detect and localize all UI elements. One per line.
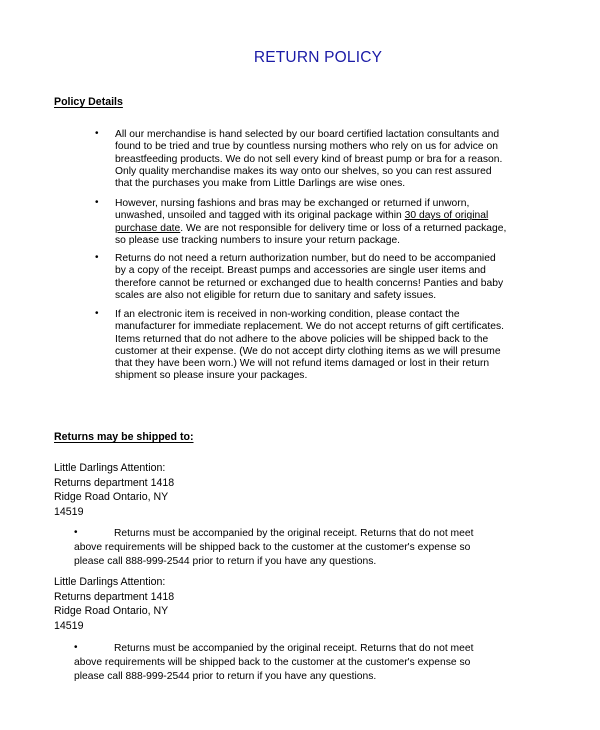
bullet-marker: •: [95, 308, 99, 319]
bullet-marker: •: [74, 527, 78, 538]
bullet-marker: •: [95, 197, 99, 208]
text-line: manufacturer for immediate replacement. We do not accept returns of gift certificates.: [115, 321, 504, 333]
text-line: please call 888-999-2544 prior to return if you have any questions.: [74, 671, 377, 682]
policy-item-merchandise: [115, 129, 555, 190]
bullet-marker: •: [95, 128, 99, 139]
policy-item-electronics: [115, 309, 555, 383]
address-line: Little Darlings Attention:: [54, 462, 166, 474]
address-line: Returns department 1418: [54, 476, 175, 489]
text-line: If an electronic item is received in non-working condition, please contact the: [115, 309, 460, 320]
policy-item-exchanges: [115, 198, 555, 247]
text-line: Returns must be accompanied by the original receipt. Returns that do not meet: [114, 528, 474, 539]
address-line: Little Darlings Attention:: [54, 576, 166, 588]
bullet-marker: •: [95, 252, 99, 263]
shipping-heading: Returns may be shipped to:: [54, 431, 194, 443]
return-window-text: 30 days of original: [404, 210, 489, 222]
return-address: [54, 575, 174, 633]
text-line: Only quality merchandise makes its way onto our shelves, so you can rest assured: [115, 165, 492, 177]
text-line: Returns do not need a return authorization number, but do need to be accompanied: [115, 253, 496, 264]
text-line: therefore cannot be returned or exchanged due to health concerns! Panties and baby: [115, 277, 504, 289]
text-line: customer at their expense. (We do not accept dirty clothing items as we will presume: [115, 345, 501, 357]
receipt-note: [74, 527, 544, 569]
text-line: above requirements will be shipped back to the customer at the customer's expense so: [74, 542, 471, 553]
text-segment: unwashed, unsoiled and tagged with its original package within: [115, 210, 405, 222]
text-line: so please use tracking numbers to insure your return package.: [115, 234, 401, 246]
text-segment: . We are not responsible for delivery time or loss of a returned package,: [180, 222, 507, 234]
return-window-text: purchase date: [115, 222, 181, 234]
text-line: by a copy of the receipt. Breast pumps and accessories are single user items and: [115, 265, 486, 277]
text-line: Items returned that do not adhere to the above policies will be shipped back to the: [115, 333, 489, 345]
text-line: scales are also not eligible for return due to sanitary and safety issues.: [115, 289, 437, 301]
text-line: breastfeeding products. We do not sell every kind of breast pump or bra for a reason.: [115, 153, 503, 165]
page-title: RETURN POLICY: [253, 49, 383, 66]
text-line: above requirements will be shipped back to the customer at the customer's expense so: [74, 657, 471, 668]
text-line: please call 888-999-2544 prior to return if you have any questions.: [74, 556, 377, 567]
policy-details-heading: Policy Details: [54, 96, 123, 108]
bullet-marker: •: [74, 642, 78, 653]
text-line: shipment so please insure your packages.: [115, 370, 308, 382]
address-line: Ridge Road Ontario, NY: [54, 491, 169, 503]
address-line: Ridge Road Ontario, NY: [54, 605, 169, 617]
receipt-note: [74, 642, 544, 684]
text-line: Returns must be accompanied by the original receipt. Returns that do not meet: [114, 643, 474, 654]
text-line: found to be tried and true by countless nursing mothers who rely on us for advice on: [115, 141, 498, 153]
text-line: All our merchandise is hand selected by our board certified lactation consultants and: [115, 129, 500, 140]
text-line: [115, 210, 555, 222]
address-line: Returns department 1418: [54, 590, 175, 603]
policy-item-authorization: [115, 253, 555, 302]
text-line: However, nursing fashions and bras may be exchanged or returned if unworn,: [115, 198, 470, 209]
text-line: that the purchases you make from Little Darlings are wise ones.: [115, 178, 406, 190]
text-line: [115, 223, 555, 235]
return-address: [54, 461, 174, 519]
address-line: 14519: [54, 619, 84, 632]
address-line: 14519: [54, 505, 84, 518]
text-line: that they have been worn.) We will not refund items damaged or lost in their return: [115, 358, 490, 370]
